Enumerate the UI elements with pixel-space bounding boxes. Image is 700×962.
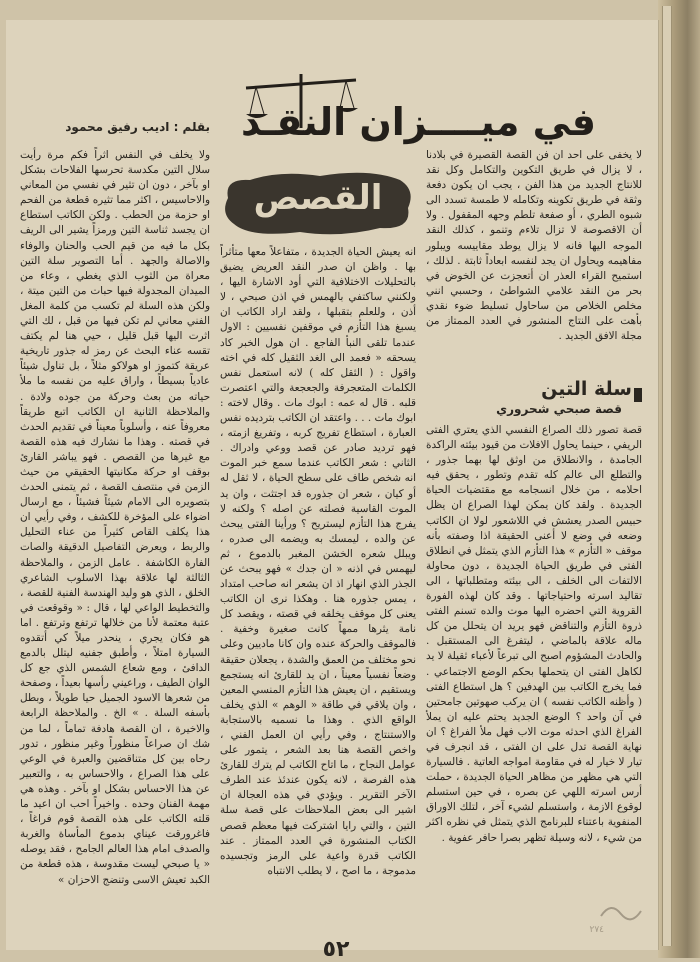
library-stamp	[589, 896, 646, 936]
left-column	[20, 148, 210, 928]
magazine-page	[6, 20, 659, 962]
middle-paragraph: انه يعيش الحياة الجديدة ، متفاعلاً معها متأثراً بها . واظن ان صدر النقد العريض يضيق بالتحليلات الاختلافية التي أود الاشارة اليها ، ولكنني ساكتفي بالهمس في اذن صبحي ، لا أذن ، وللعلم بتقبلها ، ولقد اراد الكاتب ان يسبغ هذا التأزم في موقفين نفسيين : الاول عندما تلقى النبأ الفاجع . ان هول الخبر كاد يسحقه « فعمد الى الغد الثقيل كله في اخته واقول : ( الثقل كله ) لانه استعمل نفس الكلمات المتعجرفة والجعجعة والتي اعتصرت قلبه . قال له عمه : ابوك مات . وقال لاخته : ابوك مات . . . واعتقد ان الكاتب بترديده نفس العبارة ، استطاع تفريج كربه ، وتفريغ ازمته ، فهو ترديد صادر عن قصد ووعي وادراك . الثاني : شعر الكاتب عندما سمع خبر الموت انه شخص طاف على سطح الحياة ، لا ثقل له أو كيان ، شعر ان جذوره قد اجتثت ، وان يد الموت القاسية فصلته عن اصله ؟ ولكنه لا يفرج هذا التأزم ليستريح ؟ ورأينا الفتى يبحث عن والده ، ليمسك به ويضمه الى صدره ، ويبلل شعره الخشن المغبر بالدموع ، ثم ليهمس في اذنه « ان جدك » فهو يبحث عن الجذر الذي انهار اذ ان يشعر انه صاحب امتداد ، يمس جذوره هنا . وهكذا نرى ان الكاتب يعنى كل موقف يخلقه في قصته ، ويقصد كل نامة يثرها ممهاً كانت صغيرة وخفية . فالموقف والحركة عنده وان كانا ماديين وعلى نحو مختلف من العمق والشدة ، يجعلان حقيقة وضعاً نفسياً معيناً ، ان يد للقارئ انه يستجمع ويستقيم ، ان يعيش هذا التأزم المنسي المعين ، وان يلاقي في طاقة « الوهم » الذي يخلف الواقع الذي . وهذا ما نسميه بالاستجابة والاستنتاج ، وفي رأيي ان العمل الفني ، واخص القصة هنا بعد الشعر ، يتمور على عوامل النجاح ، ما اتاح الكاتب لم يترك للقارئ هذه الفرصة ، لانه يكون عندئذ عند الطرف الآخر التقرير . ويؤدي في هذه العجالة ان اشير الى بعض الملاحظات على قصة سلة التين ، والتي رايا اشتركت فيها معظم قصص الكتاب المنشورة في العدد الممتاز . عند الكاتب قدرة واعية على الرمز وتجسيده مدموجة ، ما اصح ، لا يطلب الانتباه	[220, 246, 416, 877]
stamp-number: ٢٧٤	[589, 925, 604, 935]
middle-column	[220, 245, 416, 935]
story-subtitle: قصة صبحي شحروري	[496, 402, 622, 416]
page-stack	[662, 6, 672, 946]
story-title: سلة التين	[541, 378, 632, 400]
heading-marker	[634, 388, 642, 402]
left-paragraph: ولا يخلف في النفس اثراً فكم مرة رأيت سلال التين مكدسة تحرسها الفلاحات بشكل او بآخر ، دون ان تثير في نفسي من المعاني والاحاسيس ، اكثر مما تثيره قطعة من الفحم او حزمة من الحطب . ولكن الكاتب استطاع ان يجسد ثناسة التين ورمزاً يشير الى الريف بكل ما فيه من قيم الحب والحنان والوفاء والاصالة والجهد . أما التصوير سلة التين معراة من الثوب الذي يغطي ، وعاء من الميدان المجدولة فيها حبات من التين ميتة ، ولكن هذه السلة لم تكسب من كلمة المغل الفني معاني لم تكن فيها من قبل ، لك التي اثرت اليها قبل قليل ، حيي هنا لم يكتف تقسه عناء البحث عن رمز له جذور تاريخية عريقة كتموز او هولاكو مثلاً ، بل تناول شيئاً عادياً بسيطاً ، واراق عليه من نفسه ما ملأ حياته من بعث وحركة من جوده ولادة . والملاحظة الثانية ان الكاتب اتبع طريقاً معروفاً عنه ، وأسلوباً معيناً في تقديم الحدث في قصته . وهذا ما نشارك فيه هذه القصة مع غيرها من القصص . فهو يباشر القارئ بوقف او حركة مكانيتها الحقيقي من حيث الزمن في منتصف القصة ، ثم يتمنى الحدث بتصويره الى الامام شيئاً فشيئاً ، مع ارسال اضواء على المؤخرة للكشف ، وفي رأيي ان هذا يكلف القاص كثيراً من عناء التحليل والربط ، ويعرض التفاصيل الدقيقة والصات الفارة الكاشفة . عامل الزمن ، والملاحظة الثالثة لها علاقة بهذا الاسلوب الشاعري الخلق ، الذي هو وليد الهندسة الفنية للقصة ، والتخطيط الواعي لها ، قال : « وقوقعت في عتبة معتمة لأنا من خلالها ترتفع وترتفع . اما هو فكان يجري ، ينحدر ميلاً كي أتقدوه السيارة امتلاً ، وأطبق جفنيه ليتلل بالدمع الدافئ ، ومع شعاع الشمس الذي جع كل الوان الطيف ، وراعيني رأسها بعيداً ، وصفحة من شعرها الاسود الجميل حيا طويلاً ، وبطل بأسفه السلة . » الخ . والملاحظة الرابعة والاخيرة ، ان القصة هادفة تماماً ، لما من شك ان صراعاً منظوراً وغير منظور ، تدور رحاه بين كل متناقضين والعبرة في الوعي على هذا الصراع ، والاحساس به ، والتعبير عن هذا الاحساس بشكل او بآخر . وهذه هي مهمة الفنان وحده . واخيراً احب ان اعيد ما قلته الكاتب على هذه القصة قوم فراغاً ، فاغرورقت عيناي بدموع المأساة والغربة والصدف امام هذا العالم الجامح ، فقد يوصله « يا صبحي ليست مقدوسة ، هذه قطعة من الكبد تعيش الاسى وتنضج الاحزان »	[20, 149, 210, 886]
right-paragraph: قصة تصور ذلك الصراع النفسي الذي يعتري الفتى الريفي ، حينما يحاول الافلات من قيود بيئته الراكدة الجامدة ، والانطلاق من اوثق لها بهما جذور ، والتطلع الى عالم كله تقدم وتطور ، يحقق فيه احلامه ، من خلال انسجامه مع مقتضيات الحياة الجديدة . ولقد كان يمكن لهذا الصراع ان يظل حبيس الصدر يعشش في اللاشعور لولا ان الكاتب وضعه في وضع لا أعنى الحقيقة اذا وصفته بأنه موقف « التأزم » هذا التأزم الذي يتمثل في انطلاق الفتى في طريق الحياة الجديدة ، دون محاولة الالتفات الى الخلف ، الى بيئته ومتطلباتها ، الى تقاليد اسرته واحتياجاتها . وقد كان لهذه الفورة القروية التي احضره اليها موت والده تسنم الفتى ذروة التأزم والتناقض فهو يريد ان يتحلل من كل ماله علاقة بالماضي ، ليتفرغ الى المستقبل . والحادث المشؤوم اصبح الى تبرعاً لأعباء ثقيلة لا يد لكاهل الفتى ان يتحملها بحكم الوضع الاجتماعي . فما يخرج الكاتب بين الهدفين ؟ هل استطاع الفتى ( وأظنه الكاتب نفسه ) ان يركب صهوتين جامحتين في آن واحد ؟ الوضع الجديد يحتم عليه ان يملأ الفراغ الذي احدثه موت الاب فهل ملأ الفراغ ؟ ان نهاية القصة تدل على ان الفتى ، قد انجرف في تيار لا خيار له في مقاومة امواجه العاتية . فالسيارة التي هي مظهر من مظاهر الحياة الجديدة ، حملت أرس اسرته اللهي عن بصره ، في حين استسلم لوقوع الازمة ، واستسلم لشيء آخر ، لتلك الاوراق المنفوية باعتناء للبرنامج الذي يتمثل في نظره اكثر من شيء ، لانه وسيلة تظهر بصرا حافر عفوية .	[426, 424, 642, 844]
right-column	[426, 423, 642, 928]
page-number: ٥٢	[322, 937, 350, 962]
intro-paragraph: لا يخفى على احد ان فن القصة القصيرة في بلادنا ، لا يزال في طريق التكوين والتكامل وكل نقد للانتاج الجديد من هذا الفن ، يجب ان يكون دفعة وثقة في طريق تكوينه وتكامله لا طمسة تسدد الى شبوه الطري ، أو صفعة تلطم وجهه المقفول . ولا أن الاقصوصة لا تزال تلاءم وتنمو ، كذلك النقد الموجه اليها فانه لا يزال يوطد مقاييسه ويبلور مفاهيمه ويحاول ان يجد لنفسه ابعاداً ثابتة . لذلك ، استميح القراء العذر ان أتعجزت عن الخوض في بحر من النقد علامي الشواطئ ، وحسبي انني مخلص الخلاص من ساحاول تسليط ضوء نقدي بأهت على النتاج المنشور في العدد الممتاز من مجلة الافق الجديد .	[426, 149, 642, 343]
section-title: القصص	[253, 178, 383, 218]
story-heading	[426, 378, 642, 422]
page-title: في ميــــزان النقـد	[241, 100, 596, 144]
author-byline: بقلم : اديب رفيق محمود	[65, 120, 210, 134]
intro-column	[426, 148, 642, 380]
section-banner	[220, 168, 416, 238]
